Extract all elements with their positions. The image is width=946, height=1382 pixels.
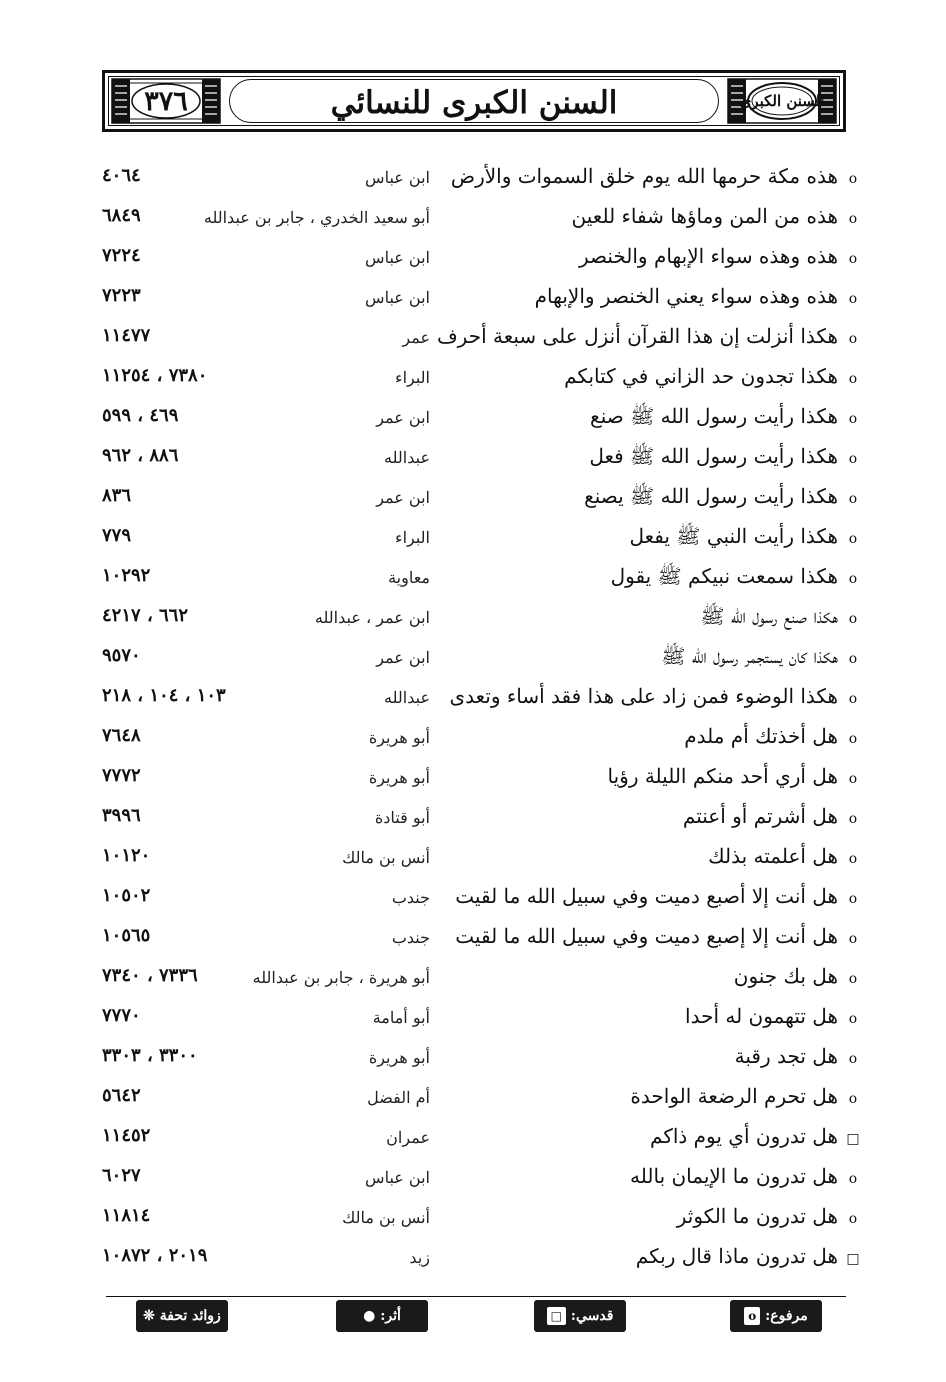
circle-marker-icon: o <box>848 491 858 507</box>
narrator-name: جندب <box>391 888 430 907</box>
hadith-text: هكذا سمعت نبيكم ﷺ يقول <box>610 564 838 588</box>
page-number-ornament <box>111 78 221 124</box>
narrator-name: البراء <box>395 528 430 547</box>
hadith-incipit <box>685 996 862 1039</box>
hadith-numbers: ٢٠١٩ ، ١٠٨٧٢ <box>102 1245 208 1266</box>
hadith-text: هذه من المن وماؤها شفاء للعين <box>571 204 838 228</box>
circle-marker-icon: o <box>848 171 858 187</box>
hadith-incipit <box>735 1036 862 1079</box>
circle-marker-icon: o <box>848 851 858 867</box>
hadith-numbers: ٧٧٩ <box>102 525 132 546</box>
hadith-text: هل أنت إلا أصبع دميت وفي سبيل الله ما لقيت <box>455 884 838 908</box>
narrator-name: عبدالله <box>384 448 430 467</box>
narrator-name: ابن عمر <box>376 408 430 427</box>
narrator-name: ابن عباس <box>365 168 430 187</box>
circle-marker-icon: o <box>848 531 858 547</box>
hadith-incipit <box>636 1236 862 1279</box>
index-row <box>100 996 862 1036</box>
legend-label: زوائد تحفة <box>159 1308 221 1324</box>
hadith-numbers: ١١٤٧٧ <box>102 325 151 346</box>
hadith-incipit <box>683 796 862 839</box>
circle-marker-icon: o <box>848 771 858 787</box>
narrator-name: أنس بن مالك <box>342 848 430 867</box>
circle-marker-icon: o <box>848 1011 858 1027</box>
hadith-incipit <box>734 956 862 999</box>
hadith-numbers: ٩٥٧٠ <box>102 645 141 666</box>
star-symbol-icon: ❊ <box>143 1308 155 1324</box>
hadith-numbers: ١٠٥٦٥ <box>102 925 151 946</box>
hadith-incipit <box>455 916 862 959</box>
dot-symbol-icon: ● <box>363 1308 376 1324</box>
square-symbol-icon: □ <box>547 1307 566 1325</box>
hadith-text: هكذا الوضوء فمن زاد على هذا فقد أساء وتعدى <box>449 684 838 708</box>
index-row <box>100 876 862 916</box>
circle-marker-icon: o <box>848 371 858 387</box>
circle-marker-icon: o <box>848 251 858 267</box>
hadith-numbers: ٦٨٤٩ <box>102 205 141 226</box>
circle-marker-icon: o <box>848 571 858 587</box>
index-row <box>100 956 862 996</box>
narrator-name: أبو أمامة <box>372 1008 430 1027</box>
hadith-incipit <box>579 236 862 279</box>
index-row <box>100 556 862 596</box>
index-row <box>100 716 862 756</box>
circle-marker-icon: o <box>848 411 858 427</box>
circle-marker-icon: o <box>848 731 858 747</box>
hadith-incipit <box>629 516 862 559</box>
index-row <box>100 1236 862 1276</box>
hadith-numbers: ١٠٣ ، ١٠٤ ، ٢١٨ <box>102 685 226 706</box>
index-row <box>100 156 862 196</box>
hadith-text: هذه وهذه سواء يعني الخنصر والإبهام <box>534 284 838 308</box>
index-row <box>100 1116 862 1156</box>
circle-symbol-icon: o <box>744 1307 760 1325</box>
index-row <box>100 236 862 276</box>
hadith-text: هل أعلمته بذلك <box>708 844 838 868</box>
narrator-name: أبو سعيد الخدري ، جابر بن عبدالله <box>203 208 430 227</box>
hadith-text: هل أري أحد منكم الليلة رؤيا <box>607 764 838 788</box>
narrator-name: ابن عباس <box>365 248 430 267</box>
index-row <box>100 756 862 796</box>
hadith-text: هكذا تجدون حد الزاني في كتابكم <box>564 364 838 388</box>
hadith-numbers: ١٠٢٩٢ <box>102 565 151 586</box>
hadith-incipit <box>708 836 862 879</box>
index-row <box>100 836 862 876</box>
legend-label: قدسي: <box>570 1308 614 1324</box>
hadith-incipit <box>590 396 862 439</box>
narrator-name: أبو هريرة <box>368 728 430 747</box>
narrator-name: ابن عمر <box>376 648 430 667</box>
index-row <box>100 196 862 236</box>
narrator-name: عمر <box>402 328 430 347</box>
hadith-numbers: ٦٦٢ ، ٤٢١٧ <box>102 605 189 626</box>
hadith-text: هكذا رأيت رسول الله ﷺ يصنع <box>584 484 838 508</box>
index-row <box>100 1196 862 1236</box>
hadith-incipit <box>684 716 862 759</box>
square-marker-icon: □ <box>846 1251 860 1267</box>
narrator-name: معاوية <box>388 568 430 587</box>
circle-marker-icon: o <box>848 611 858 627</box>
narrator-name: البراء <box>395 368 430 387</box>
index-row <box>100 1076 862 1116</box>
narrator-name: ابن عباس <box>365 288 430 307</box>
hadith-incipit <box>661 636 862 679</box>
circle-marker-icon: o <box>848 211 858 227</box>
circle-marker-icon: o <box>848 1091 858 1107</box>
hadith-incipit <box>650 1116 862 1159</box>
hadith-numbers: ٦٠٢٧ <box>102 1165 141 1186</box>
hadith-numbers: ٣٣٠٠ ، ٣٣٠٣ <box>102 1045 198 1066</box>
hadith-numbers: ٧٧٧٠ <box>102 1005 141 1026</box>
hadith-incipit <box>449 676 862 719</box>
hadith-text: هل تدرون أي يوم ذاكم <box>650 1124 838 1148</box>
hadith-text: هل بك جنون <box>733 964 838 988</box>
hadith-incipit <box>572 196 862 239</box>
hadith-text: هكذا رأيت رسول الله ﷺ صنع <box>590 404 838 428</box>
hadith-incipit <box>608 756 863 799</box>
hadith-text: هكذا أنزلت إن هذا القرآن أنزل على سبعة أحرف <box>436 324 838 348</box>
narrator-name: أبو قتادة <box>374 808 430 827</box>
narrator-name: عبدالله <box>384 688 430 707</box>
index-row <box>100 676 862 716</box>
hadith-numbers: ٧٢٢٤ <box>102 245 141 266</box>
circle-marker-icon: o <box>848 811 858 827</box>
hadith-text: هكذا كان يستجمر رسول الله ﷺ <box>661 644 838 668</box>
circle-marker-icon: o <box>848 1211 858 1227</box>
narrator-name: ابن عمر ، عبدالله <box>314 608 430 627</box>
narrator-name: زيد <box>409 1248 430 1267</box>
hadith-numbers: ٧٣٣٦ ، ٧٣٤٠ <box>102 965 198 986</box>
hadith-text: هكذا صنع رسول الله ﷺ <box>700 604 838 628</box>
hadith-incipit <box>584 476 862 519</box>
hadith-text: هكذا رأيت رسول الله ﷺ فعل <box>589 444 838 468</box>
hadith-numbers: ٥٦٤٢ <box>102 1085 141 1106</box>
index-row <box>100 1036 862 1076</box>
narrator-name: عمران <box>386 1128 430 1147</box>
hadith-numbers: ٧٣٨٠ ، ١١٢٥٤ <box>102 365 208 386</box>
hadith-text: هل تدرون ماذا قال ربكم <box>635 1244 838 1268</box>
circle-marker-icon: o <box>848 651 858 667</box>
index-row <box>100 916 862 956</box>
hadith-incipit <box>589 436 862 479</box>
page-header <box>102 70 846 132</box>
hadith-numbers: ١١٤٥٢ <box>102 1125 151 1146</box>
circle-marker-icon: o <box>848 691 858 707</box>
footer-divider <box>106 1296 846 1297</box>
hadith-text: هذه وهذه سواء الإبهام والخنصر <box>578 244 838 268</box>
index-row <box>100 316 862 356</box>
index-row <box>100 516 862 556</box>
legend-label: أثر: <box>380 1308 401 1324</box>
index-row <box>100 596 862 636</box>
legend-zawaid <box>136 1300 228 1332</box>
hadith-incipit <box>455 876 862 919</box>
narrator-name: جندب <box>391 928 430 947</box>
hadith-incipit <box>437 316 862 359</box>
hadith-incipit <box>630 1156 862 1199</box>
hadith-text: هل تجد رقبة <box>734 1044 838 1068</box>
legend-qudsi <box>534 1300 626 1332</box>
hadith-text: هل أخذتك أم ملدم <box>684 724 838 748</box>
hadith-incipit <box>451 156 862 199</box>
index-row <box>100 796 862 836</box>
index-row <box>100 1156 862 1196</box>
hadith-text: هل تدرون ما الإيمان بالله <box>630 1164 838 1188</box>
narrator-name: أبو هريرة ، جابر بن عبدالله <box>252 968 430 987</box>
title-badge-ornament <box>727 78 837 124</box>
circle-marker-icon: o <box>848 971 858 987</box>
index-row <box>100 356 862 396</box>
narrator-name: ابن عباس <box>365 1168 430 1187</box>
circle-marker-icon: o <box>848 1051 858 1067</box>
hadith-text: هل تحرم الرضعة الواحدة <box>630 1084 838 1108</box>
hadith-incipit <box>564 356 862 399</box>
legend-label: مرفوع: <box>765 1308 808 1324</box>
book-badge-text: السنن الكبرى <box>739 92 825 110</box>
hadith-text: هل تدرون ما الكوثر <box>676 1204 838 1228</box>
hadith-incipit <box>630 1076 862 1119</box>
circle-marker-icon: o <box>848 331 858 347</box>
hadith-numbers: ١٠١٢٠ <box>102 845 151 866</box>
narrator-name: أبو هريرة <box>368 1048 430 1067</box>
hadith-incipit <box>700 596 862 639</box>
hadith-numbers: ٤٠٦٤ <box>102 165 141 186</box>
circle-marker-icon: o <box>848 891 858 907</box>
index-row <box>100 436 862 476</box>
hadith-numbers: ٣٩٩٦ <box>102 805 141 826</box>
book-title: السنن الكبرى للنسائي <box>229 79 719 123</box>
circle-marker-icon: o <box>848 451 858 467</box>
hadith-numbers: ٤٦٩ ، ٥٩٩ <box>102 405 179 426</box>
hadith-text: هل أشرتم أو أعنتم <box>682 804 838 828</box>
hadith-numbers: ٧٢٢٣ <box>102 285 141 306</box>
legend-marfu <box>730 1300 822 1332</box>
hadith-text: هل أنت إلا إصبع دميت وفي سبيل الله ما لقيت <box>455 924 838 948</box>
index-row <box>100 396 862 436</box>
hadith-numbers: ١١٨١٤ <box>102 1205 151 1226</box>
index-row <box>100 476 862 516</box>
legend-athar <box>336 1300 428 1332</box>
hadith-numbers: ٧٦٤٨ <box>102 725 141 746</box>
page-number: ٣٧٦ <box>144 85 188 117</box>
index-row <box>100 276 862 316</box>
index-row <box>100 636 862 676</box>
hadith-incipit <box>535 276 862 319</box>
narrator-name: أنس بن مالك <box>342 1208 430 1227</box>
hadith-text: هكذا رأيت النبي ﷺ يفعل <box>629 524 838 548</box>
hadith-incipit <box>677 1196 862 1239</box>
hadith-numbers: ١٠٥٠٢ <box>102 885 151 906</box>
hadith-text: هذه مكة حرمها الله يوم خلق السموات والأرض <box>450 164 838 188</box>
circle-marker-icon: o <box>848 1171 858 1187</box>
hadith-numbers: ٨٣٦ <box>102 485 132 506</box>
circle-marker-icon: o <box>848 931 858 947</box>
narrator-name: ابن عمر <box>376 488 430 507</box>
narrator-name: أبو هريرة <box>368 768 430 787</box>
index-list <box>100 156 862 1276</box>
hadith-text: هل تتهمون له أحدا <box>685 1004 838 1028</box>
hadith-numbers: ٨٨٦ ، ٩٦٢ <box>102 445 179 466</box>
circle-marker-icon: o <box>848 291 858 307</box>
hadith-incipit <box>611 556 862 599</box>
square-marker-icon: □ <box>846 1131 860 1147</box>
narrator-name: أم الفضل <box>367 1088 430 1107</box>
hadith-numbers: ٧٧٧٢ <box>102 765 141 786</box>
